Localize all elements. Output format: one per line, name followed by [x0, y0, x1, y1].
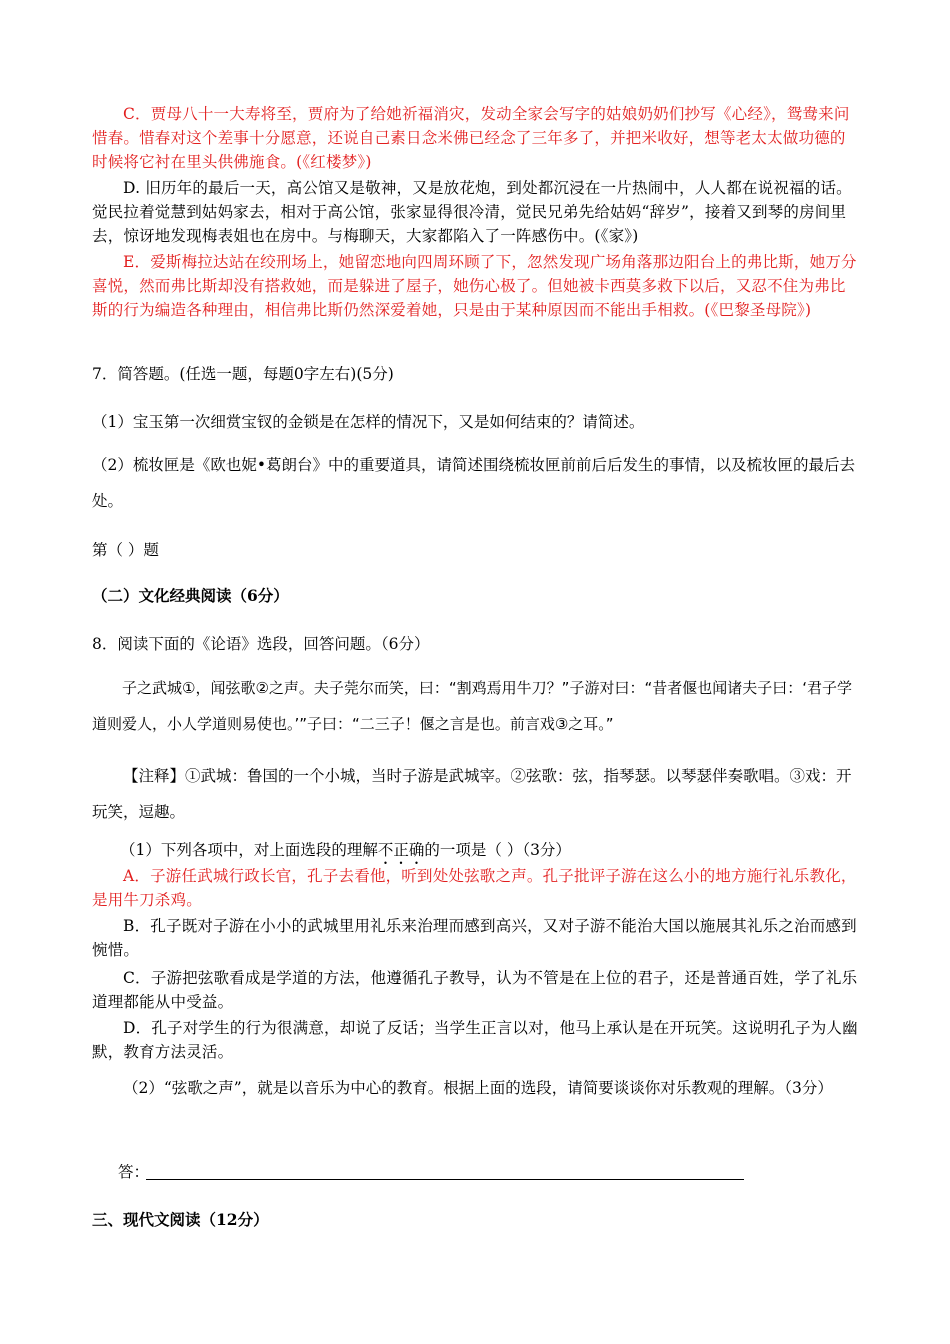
option-e-paragraph: E．爱斯梅拉达站在绞刑场上，她留恋地向四周环顾了下，忽然发现广场角落那边阳台上的弗比斯，她万分喜悦，然而弗比斯却没有搭救她，而是躲进了屋子，她伤心极了。但她被卡西莫多救下以后，又忍不住为弗比斯的行为编造各种理由，相信弗比斯仍然深爱着她，只是由于某种原因而不能出手相救。(《巴黎圣母院》)	[92, 253, 857, 319]
section-2-heading: （二）文化经典阅读（6分）	[92, 586, 289, 605]
sub1-suffix: 的一项是（ ）（3分）	[424, 841, 571, 859]
answer-line[interactable]	[146, 1179, 744, 1180]
question-8-title: 8．阅读下面的《论语》选段，回答问题。（6分）	[92, 635, 430, 653]
sub1-prefix: （1）下列各项中，对上面选段的理解	[120, 841, 378, 859]
question-7-choice-line: 第（ ）题	[92, 541, 159, 559]
option-c-paragraph: C．贾母八十一大寿将至，贾府为了给她祈福消灾，发动全家会写字的姑娘奶奶们抄写《心经》，鸳鸯来问惜春。惜春对这个差事十分愿意，还说自己素日念米佛已经念了三年多了，并把米收好，想等老太太做功德的时候将它衬在里头供佛施食。(《红楼梦》)	[92, 105, 850, 171]
annotation-notes: 【注释】①武城：鲁国的一个小城，当时子游是武城宰。②弦歌：弦，指琴瑟。以琴瑟伴奏歌唱。③戏：开玩笑，逗趣。	[92, 767, 852, 821]
option-d: D．孔子对学生的行为很满意，却说了反话；当学生正言以对，他马上承认是在开玩笑。这说明孔子为人幽默，教育方法灵活。	[92, 1019, 858, 1061]
option-c: C．子游把弦歌看成是学道的方法，他遵循孔子教导，认为不管是在上位的君子，还是普通百姓，学了礼乐道理都能从中受益。	[92, 969, 858, 1011]
section-3-heading: 三、现代文阅读（12分）	[92, 1210, 269, 1229]
lunyu-passage: 子之武城①，闻弦歌②之声。夫子莞尔而笑，曰：“割鸡焉用牛刀？”子游对曰：“昔者偃也闻诸夫子曰：‘君子学道则爱人，小人学道则易使也。’”子曰：“二三子！偃之言是也。前言戏③之耳。”	[92, 679, 852, 733]
question-8-sub2: （2）“弦歌之声”，就是以音乐为中心的教育。根据上面的选段，请简要谈谈你对乐教观的理解。（3分）	[123, 1079, 833, 1097]
option-d-paragraph: D. 旧历年的最后一天，高公馆又是敬神，又是放花炮，到处都沉浸在一片热闹中，人人都在说祝福的话。觉民拉着觉慧到姑妈家去，相对于高公馆，张家显得很冷清，觉民兄弟先给姑妈“辞岁”，接着又到琴的房间里去，惊讶地发现梅表姐也在房中。与梅聊天，大家都陷入了一阵感伤中。(《家》)	[92, 179, 852, 245]
question-7-sub2: （2）梳妆匣是《欧也妮•葛朗台》中的重要道具，请简述围绕梳妆匣前前后后发生的事情，以及梳妆匣的最后去处。	[92, 456, 856, 510]
question-7-title: 7．简答题。(任选一题，每题0字左右)(5分)	[92, 365, 394, 383]
sub1-emphasis: 不正确	[377, 841, 425, 859]
option-b: B．孔子既对子游在小小的武城里用礼乐来治理而感到高兴，又对子游不能治大国以施展其礼乐之治而感到惋惜。	[92, 917, 857, 959]
question-7-sub1: （1）宝玉第一次细赏宝钗的金锁是在怎样的情况下，又是如何结束的？请简述。	[92, 413, 645, 431]
answer-label: 答：	[118, 1163, 150, 1181]
option-a: A．子游任武城行政长官，孔子去看他，听到处处弦歌之声。孔子批评子游在这么小的地方施行礼乐教化，是用牛刀杀鸡。	[92, 867, 857, 909]
